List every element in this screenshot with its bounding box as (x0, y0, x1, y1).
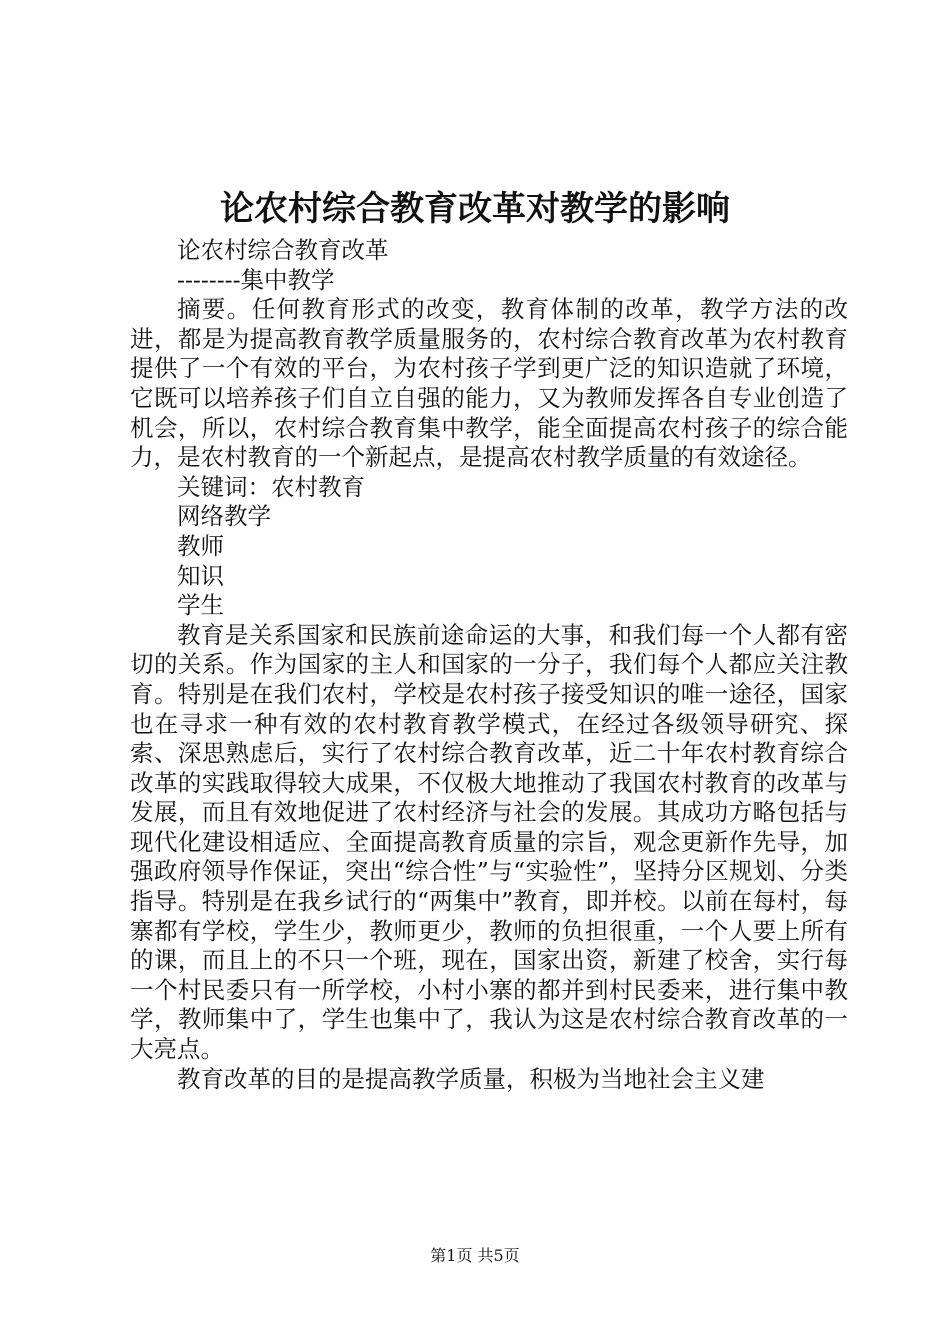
document-body (130, 236, 848, 1094)
subtitle-line: 论农村综合教育改革 (177, 236, 389, 264)
keyword-item: 学生 (177, 591, 224, 620)
subtitle-line: --------集中教学 (177, 265, 335, 294)
keywords-label: 关键词：农村教育 (177, 472, 365, 501)
keyword-item: 知识 (177, 561, 224, 590)
keyword-item: 网络教学 (177, 502, 271, 531)
body-paragraph: 教育是关系国家和民族前途命运的大事，和我们每一个人都有密切的关系。作为国家的主人和国家的一分子，我们每个人都应关注教育。特别是在我们农村，学校是农村孩子接受知识的唯一途径，国家也在寻求一种有效的农村教育教学模式，在经过各级领导研究、探索、深思熟虑后，实行了农村综合教育改革，近二十年农村教育综合改革的实践取得较大成果，不仅极大地推动了我国农村教育的改革与发展，而且有效地促进了农村经济与社会的发展。其成功方略包括与现代化建设相适应、全面提高教育质量的宗旨，观念更新作先导，加强政府领导作保证，突出“综合性”与“实验性”，坚持分区规划、分类指导。特别是在我乡试行的“两集中”教育，即并校。以前在每村，每寨都有学校，学生少，教师更少，教师的负担很重，一个人要上所有的课，而且上的不只一个班，现在，国家出资，新建了校舍，实行每一个村民委只有一所学校，小村小寨的都并到村民委来，进行集中教学，教师集中了，学生也集中了，我认为这是农村综合教育改革的一大亮点。 (130, 620, 848, 1064)
document-title: 论农村综合教育改革对教学的影响 (220, 189, 730, 229)
keyword-item: 教师 (177, 531, 224, 560)
abstract-paragraph: 摘要。任何教育形式的改变，教育体制的改革，教学方法的改进，都是为提高教育教学质量服务的，农村综合教育改革为农村教育提供了一个有效的平台，为农村孩子学到更广泛的知识造就了环境，它既可以培养孩子们自立自强的能力，又为教师发挥各自专业创造了机会，所以，农村综合教育集中教学，能全面提高农村孩子的综合能力，是农村教育的一个新起点，是提高农村教学质量的有效途径。 (130, 295, 848, 472)
body-paragraph: 教育改革的目的是提高教学质量，积极为当地社会主义建 (177, 1064, 765, 1093)
page-indicator: 第1页 共5页 (430, 1246, 520, 1265)
